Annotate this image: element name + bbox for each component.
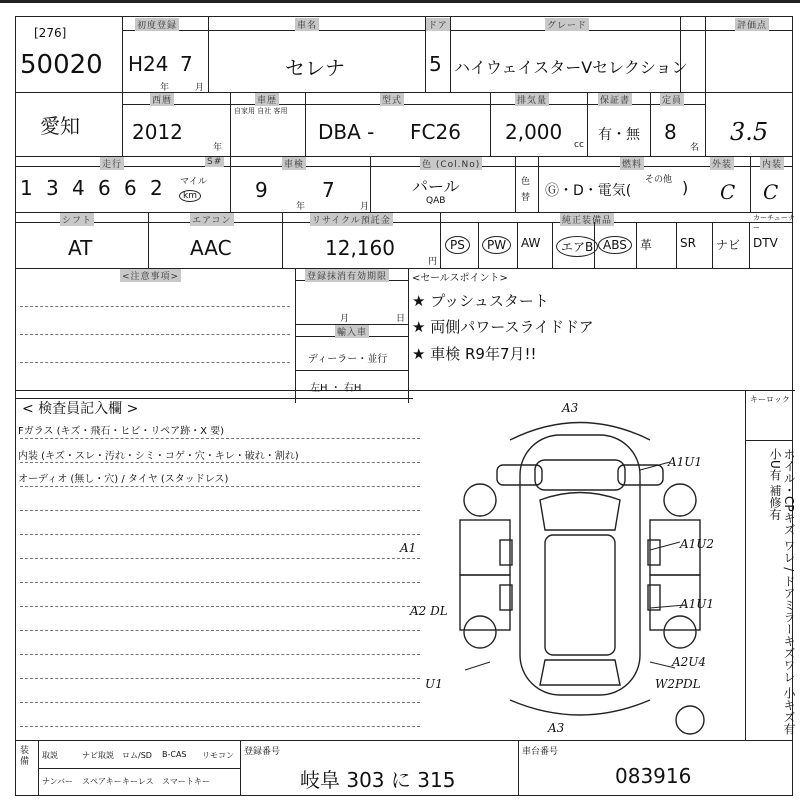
footer-item: スマートキー <box>162 777 210 786</box>
door-count: 5 <box>429 52 442 76</box>
sales-point-1: ★ プッシュスタート <box>412 292 549 310</box>
chassis-number: 083916 <box>615 764 692 788</box>
mark-right-rear: A1U1 <box>680 597 715 611</box>
equipment-item: ナビ <box>716 238 741 252</box>
air-conditioner: AAC <box>190 236 232 260</box>
rear-window <box>540 660 620 685</box>
color: パール <box>412 177 460 196</box>
capacity: 8 <box>664 120 677 144</box>
exterior-grade: C <box>720 180 736 204</box>
grade-label: グレード <box>545 18 589 31</box>
wheel-front-left <box>464 484 496 516</box>
first-reg-era: H24 <box>128 52 169 76</box>
caution-label: <注意事項> <box>120 269 181 282</box>
wheel-rear-right <box>664 616 696 648</box>
lot-box: [276] <box>34 26 67 40</box>
equipment-item: PS <box>445 236 470 254</box>
lot-number: 50020 <box>20 50 103 80</box>
footer-item: リモコン <box>202 751 234 760</box>
side-notes: ホイル・CPキズ ワレ / ドアミラーキズワレ 小キズ有 小U有 補修有 <box>768 448 796 735</box>
handle-side: 左H ・ 右H <box>310 383 362 394</box>
auction-sheet: [276] 50020 初度登録 H24 7 年 月 車名 セレナ ドア 5 グレード ハイウェイスターVセレクション 評価点 3.5 愛知 西暦 2012 年 車歴 自家用 自社 客用 型式 DBA - FC26 排気量 2,000 cc 保証書 有・無 定員 8 名 走行 S# 1 3 4 6 6 2 マイル km 車検 9 7 年 月 色 (Col.No) パール QAB 色 替 燃料 Ⓖ・D・電気( その他 ) 外装 内装 C C シフト AT エアコン AAC リサイクル預託金 12,160 円 純正装備品 カーチューナー PS PW AW エアB ABS 革 SR ナビ DTV <注意事項> 登録抹消有効期限 月 日 輸入車 ディーラー・並行 左H ・ 右H <セールスポイント> ★ プッシュスタート ★ 両側パワースライドドア ★ 車検 R9年7月!! < 検査員記入欄 > Fガラス (キズ・飛石・ヒビ・リペア跡・X 要) 内装 (キズ・スレ・汚れ・シミ・コゲ・穴・キレ・破れ・割れ) オーディオ (無し・穴) / タイヤ (スタッドレス) キーロック ホイル・CPキズ ワレ / ドアミラーキズワレ 小キズ有 小U有 補修有 A3 A1U1 A1U2 A1 A2 DL A1U1 A2U4 W2PDL U1 A3 装備 取説 ナビ取説 ロム/SD B-CAS リモコン ナンバー スペアキー キーレス スマートキー 登録番号 岐阜 303 に 315 車台番号 083916 <box>0 0 800 800</box>
inspector-line-2: 内装 (キズ・スレ・汚れ・シミ・コゲ・穴・キレ・破れ・割れ) <box>18 451 299 462</box>
rear-bumper <box>510 700 650 715</box>
sales-point-3: ★ 車検 R9年7月!! <box>412 345 537 363</box>
fuel: Ⓖ・D・電気( <box>545 183 632 199</box>
mark-front: A3 <box>562 401 579 415</box>
footer-equip-label: 装備 <box>20 746 30 767</box>
mileage-digit: 2 <box>150 176 163 200</box>
mileage-digit: 1 <box>20 176 33 200</box>
inspector-line-3: オーディオ (無し・穴) / タイヤ (スタッドレス) <box>18 474 229 485</box>
equipment-item: PW <box>482 236 511 254</box>
left-front-door <box>460 520 510 575</box>
footer-item: キーレス <box>122 777 154 786</box>
mark-right-sill: W2PDL <box>655 677 701 691</box>
first-reg-month: 7 <box>180 52 193 76</box>
mark-left-rear: A2 DL <box>410 604 448 618</box>
equipment-item: AW <box>521 236 541 250</box>
displacement: 2,000 <box>505 120 563 144</box>
key-lock-label: キーロック <box>750 395 790 404</box>
model-code: FC26 <box>410 120 461 144</box>
vehicle-type-note: 自家用 自社 客用 <box>234 107 288 115</box>
sales-label: <セールスポイント> <box>412 273 508 284</box>
car-name-label: 車名 <box>295 18 319 31</box>
top-edge <box>0 0 800 3</box>
mark-right-front: A1U2 <box>680 537 715 551</box>
import-type: ディーラー・並行 <box>308 354 388 365</box>
interior-grade: C <box>763 180 779 204</box>
footer-item: 取説 <box>42 751 58 760</box>
wheel-front-right <box>664 484 696 516</box>
door-label: ドア <box>426 18 450 31</box>
western-year: 2012 <box>132 120 183 144</box>
equipment-item: DTV <box>753 236 778 250</box>
equipment-item: 革 <box>640 238 653 252</box>
footer-item: スペアキー <box>82 777 122 786</box>
hood <box>535 460 625 490</box>
equipment-item: SR <box>680 236 696 250</box>
grade: ハイウェイスターVセレクション <box>454 58 688 77</box>
color-code: QAB <box>426 196 446 206</box>
inspector-title: < 検査員記入欄 > <box>22 401 139 417</box>
mark-rear: A3 <box>548 721 565 735</box>
footer-item: ナンバー <box>42 777 74 786</box>
mileage-digit: 6 <box>124 176 137 200</box>
score-label: 評価点 <box>735 18 769 31</box>
equipment-item: エアB <box>556 236 598 257</box>
km-circled: km <box>179 190 201 202</box>
warranty: 有・無 <box>598 127 640 143</box>
first-reg-label: 初度登録 <box>135 18 179 31</box>
mark-left-sill: U1 <box>425 677 443 691</box>
car-body-outline <box>520 435 640 695</box>
recycle-fee: 12,160 <box>325 236 395 260</box>
mileage-digit: 4 <box>72 176 85 200</box>
roof <box>545 535 615 655</box>
inspection-month: 7 <box>322 178 335 202</box>
mark-left-front: A1 <box>400 541 417 555</box>
footer-item: B-CAS <box>162 750 187 759</box>
model-prefix: DBA - <box>318 120 375 144</box>
footer-item: ナビ取説 <box>82 751 114 760</box>
spare-tire <box>676 706 704 734</box>
car-name: セレナ <box>285 56 345 80</box>
mark-right-mirror: A1U1 <box>668 455 703 469</box>
windshield <box>540 493 620 531</box>
sales-point-2: ★ 両側パワースライドドア <box>412 318 594 336</box>
wheel-rear-left <box>464 616 496 648</box>
front-bumper <box>510 423 650 441</box>
mileage-digit: 3 <box>46 176 59 200</box>
region: 愛知 <box>40 114 80 138</box>
mark-right-rear-lower: A2U4 <box>672 655 707 669</box>
mileage-digit: 6 <box>98 176 111 200</box>
score: 3.5 <box>730 118 769 146</box>
inspection-year: 9 <box>255 178 268 202</box>
plate-number: 岐阜 303 に 315 <box>300 768 456 792</box>
footer-item: ロム/SD <box>122 751 152 760</box>
inspector-line-1: Fガラス (キズ・飛石・ヒビ・リペア跡・X 要) <box>18 426 225 437</box>
shift: AT <box>68 236 93 260</box>
equipment-item: ABS <box>598 236 632 254</box>
car-diagram <box>400 400 750 740</box>
